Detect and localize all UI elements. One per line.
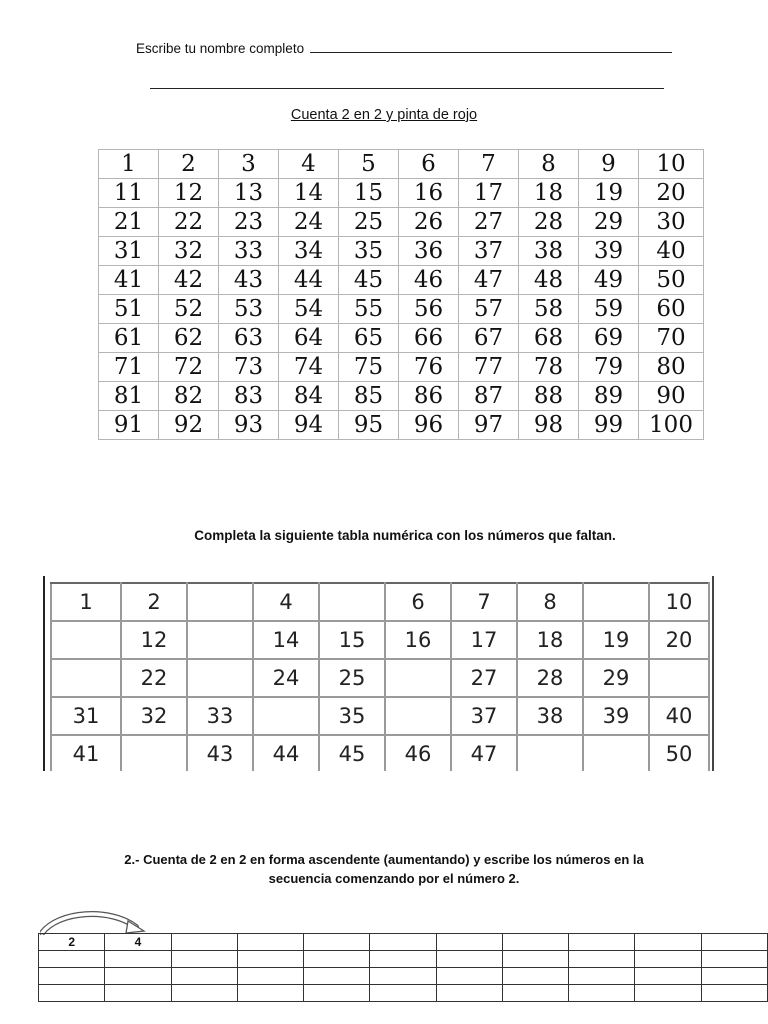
number-cell: 56 bbox=[399, 295, 459, 324]
number-cell: 74 bbox=[279, 353, 339, 382]
number-cell: 21 bbox=[99, 208, 159, 237]
sequence-instruction bbox=[0, 850, 768, 888]
sequence-cell[interactable] bbox=[237, 985, 303, 1002]
number-cell: 22 bbox=[159, 208, 219, 237]
number-cell: 68 bbox=[519, 324, 579, 353]
missing-cell: 15 bbox=[319, 621, 385, 659]
number-cell: 88 bbox=[519, 382, 579, 411]
number-cell: 2 bbox=[159, 150, 219, 179]
number-cell: 96 bbox=[399, 411, 459, 440]
number-cell: 79 bbox=[579, 353, 639, 382]
number-cell: 20 bbox=[639, 179, 704, 208]
hundred-row bbox=[99, 266, 704, 295]
sequence-cell[interactable] bbox=[370, 985, 436, 1002]
number-cell: 10 bbox=[639, 150, 704, 179]
missing-cell: 45 bbox=[319, 735, 385, 771]
number-cell: 52 bbox=[159, 295, 219, 324]
missing-cell[interactable] bbox=[51, 621, 121, 659]
number-cell: 15 bbox=[339, 179, 399, 208]
number-cell: 33 bbox=[219, 237, 279, 266]
number-cell: 31 bbox=[99, 237, 159, 266]
hundred-row bbox=[99, 353, 704, 382]
missing-cell[interactable] bbox=[649, 659, 709, 697]
number-cell: 99 bbox=[579, 411, 639, 440]
sequence-cell[interactable] bbox=[436, 934, 502, 951]
number-cell: 61 bbox=[99, 324, 159, 353]
sequence-cell[interactable] bbox=[171, 934, 237, 951]
number-cell: 91 bbox=[99, 411, 159, 440]
number-cell: 97 bbox=[459, 411, 519, 440]
number-cell: 12 bbox=[159, 179, 219, 208]
number-cell: 67 bbox=[459, 324, 519, 353]
missing-cell: 31 bbox=[51, 697, 121, 735]
number-cell: 6 bbox=[399, 150, 459, 179]
sequence-cell[interactable] bbox=[436, 951, 502, 968]
hundred-row bbox=[99, 295, 704, 324]
number-cell: 60 bbox=[639, 295, 704, 324]
number-cell: 28 bbox=[519, 208, 579, 237]
number-cell: 30 bbox=[639, 208, 704, 237]
number-cell: 11 bbox=[99, 179, 159, 208]
missing-cell: 32 bbox=[121, 697, 187, 735]
number-cell: 42 bbox=[159, 266, 219, 295]
sequence-cell[interactable] bbox=[370, 951, 436, 968]
sequence-cell[interactable] bbox=[105, 968, 171, 985]
missing-cell: 37 bbox=[451, 697, 517, 735]
number-cell: 98 bbox=[519, 411, 579, 440]
number-cell: 17 bbox=[459, 179, 519, 208]
number-cell: 95 bbox=[339, 411, 399, 440]
sequence-cell[interactable] bbox=[370, 968, 436, 985]
number-cell: 25 bbox=[339, 208, 399, 237]
number-cell: 64 bbox=[279, 324, 339, 353]
image-right-edge bbox=[712, 576, 714, 771]
sequence-cell[interactable] bbox=[436, 985, 502, 1002]
number-cell: 65 bbox=[339, 324, 399, 353]
sequence-cell[interactable] bbox=[171, 968, 237, 985]
missing-row bbox=[51, 735, 709, 771]
number-cell: 24 bbox=[279, 208, 339, 237]
number-cell: 45 bbox=[339, 266, 399, 295]
missing-cell: 28 bbox=[517, 659, 583, 697]
number-cell: 43 bbox=[219, 266, 279, 295]
sequence-cell[interactable] bbox=[304, 985, 370, 1002]
sequence-cell: 2 bbox=[39, 934, 105, 951]
sequence-cell[interactable] bbox=[701, 951, 767, 968]
number-cell: 90 bbox=[639, 382, 704, 411]
sequence-cell[interactable] bbox=[39, 968, 105, 985]
missing-cell: 25 bbox=[319, 659, 385, 697]
sequence-cell[interactable] bbox=[635, 968, 701, 985]
sequence-cell[interactable] bbox=[701, 985, 767, 1002]
hundred-row bbox=[99, 411, 704, 440]
missing-cell: 43 bbox=[187, 735, 253, 771]
number-cell: 94 bbox=[279, 411, 339, 440]
hundred-row bbox=[99, 208, 704, 237]
sequence-cell[interactable] bbox=[304, 968, 370, 985]
hundred-chart bbox=[98, 149, 704, 440]
number-cell: 32 bbox=[159, 237, 219, 266]
number-cell: 34 bbox=[279, 237, 339, 266]
number-cell: 18 bbox=[519, 179, 579, 208]
missing-cell: 50 bbox=[649, 735, 709, 771]
missing-cell: 29 bbox=[583, 659, 649, 697]
name-input-line[interactable] bbox=[310, 41, 672, 53]
number-cell: 73 bbox=[219, 353, 279, 382]
missing-cell[interactable] bbox=[385, 697, 451, 735]
number-cell: 75 bbox=[339, 353, 399, 382]
missing-cell[interactable] bbox=[319, 583, 385, 621]
number-cell: 48 bbox=[519, 266, 579, 295]
curved-arrow-icon bbox=[40, 905, 150, 935]
number-cell: 1 bbox=[99, 150, 159, 179]
sequence-row bbox=[39, 985, 768, 1002]
number-cell: 92 bbox=[159, 411, 219, 440]
sequence-cell[interactable] bbox=[701, 934, 767, 951]
missing-cell: 12 bbox=[121, 621, 187, 659]
number-cell: 47 bbox=[459, 266, 519, 295]
missing-cell[interactable] bbox=[583, 735, 649, 771]
missing-cell[interactable] bbox=[187, 621, 253, 659]
missing-cell[interactable] bbox=[253, 697, 319, 735]
sequence-cell[interactable] bbox=[635, 985, 701, 1002]
missing-cell: 40 bbox=[649, 697, 709, 735]
sequence-cell[interactable] bbox=[304, 934, 370, 951]
sequence-cell[interactable] bbox=[171, 951, 237, 968]
sequence-cell[interactable] bbox=[105, 985, 171, 1002]
number-cell: 93 bbox=[219, 411, 279, 440]
missing-cell: 24 bbox=[253, 659, 319, 697]
number-cell: 54 bbox=[279, 295, 339, 324]
section-title-count bbox=[0, 107, 768, 123]
missing-cell[interactable] bbox=[51, 659, 121, 697]
sequence-cell[interactable] bbox=[39, 985, 105, 1002]
number-cell: 38 bbox=[519, 237, 579, 266]
missing-cell: 33 bbox=[187, 697, 253, 735]
number-cell: 39 bbox=[579, 237, 639, 266]
number-cell: 29 bbox=[579, 208, 639, 237]
number-cell: 78 bbox=[519, 353, 579, 382]
number-cell: 44 bbox=[279, 266, 339, 295]
name-input-line-2[interactable] bbox=[150, 88, 664, 89]
number-cell: 23 bbox=[219, 208, 279, 237]
sequence-cell[interactable] bbox=[304, 951, 370, 968]
number-cell: 76 bbox=[399, 353, 459, 382]
number-cell: 8 bbox=[519, 150, 579, 179]
sequence-cell[interactable] bbox=[370, 934, 436, 951]
sequence-cell[interactable] bbox=[502, 968, 568, 985]
number-cell: 41 bbox=[99, 266, 159, 295]
missing-cell: 44 bbox=[253, 735, 319, 771]
missing-cell: 22 bbox=[121, 659, 187, 697]
name-prompt bbox=[136, 41, 672, 56]
missing-cell[interactable] bbox=[385, 659, 451, 697]
number-cell: 72 bbox=[159, 353, 219, 382]
number-cell: 77 bbox=[459, 353, 519, 382]
sequence-row bbox=[39, 968, 768, 985]
missing-cell: 18 bbox=[517, 621, 583, 659]
sequence-cell[interactable] bbox=[569, 985, 635, 1002]
sequence-row bbox=[39, 951, 768, 968]
missing-cell: 35 bbox=[319, 697, 385, 735]
sequence-cell[interactable] bbox=[436, 968, 502, 985]
missing-cell[interactable] bbox=[121, 735, 187, 771]
number-cell: 100 bbox=[639, 411, 704, 440]
number-cell: 70 bbox=[639, 324, 704, 353]
number-cell: 81 bbox=[99, 382, 159, 411]
sequence-cell[interactable] bbox=[635, 951, 701, 968]
number-cell: 5 bbox=[339, 150, 399, 179]
sequence-cell[interactable] bbox=[701, 968, 767, 985]
number-cell: 86 bbox=[399, 382, 459, 411]
sequence-row bbox=[39, 934, 768, 951]
instruction-line-1: 2.- Cuenta de 2 en 2 en forma ascendente (aumentando) y escribe los números en la bbox=[124, 852, 644, 867]
missing-cell[interactable] bbox=[187, 659, 253, 697]
number-cell: 9 bbox=[579, 150, 639, 179]
number-cell: 58 bbox=[519, 295, 579, 324]
number-cell: 50 bbox=[639, 266, 704, 295]
number-cell: 82 bbox=[159, 382, 219, 411]
missing-cell: 16 bbox=[385, 621, 451, 659]
sequence-cell[interactable] bbox=[569, 968, 635, 985]
number-cell: 84 bbox=[279, 382, 339, 411]
sequence-cell[interactable] bbox=[635, 934, 701, 951]
missing-cell: 4 bbox=[253, 583, 319, 621]
missing-cell: 41 bbox=[51, 735, 121, 771]
missing-cell: 8 bbox=[517, 583, 583, 621]
missing-cell[interactable] bbox=[517, 735, 583, 771]
number-cell: 3 bbox=[219, 150, 279, 179]
number-cell: 85 bbox=[339, 382, 399, 411]
number-cell: 14 bbox=[279, 179, 339, 208]
missing-cell: 10 bbox=[649, 583, 709, 621]
missing-cell: 46 bbox=[385, 735, 451, 771]
number-cell: 51 bbox=[99, 295, 159, 324]
missing-cell: 20 bbox=[649, 621, 709, 659]
sequence-cell[interactable] bbox=[237, 951, 303, 968]
sequence-cell[interactable] bbox=[502, 985, 568, 1002]
number-cell: 83 bbox=[219, 382, 279, 411]
instruction-line-2: secuencia comenzando por el número 2. bbox=[268, 871, 520, 886]
sequence-cell[interactable] bbox=[502, 951, 568, 968]
missing-cell: 1 bbox=[51, 583, 121, 621]
number-cell: 19 bbox=[579, 179, 639, 208]
number-cell: 4 bbox=[279, 150, 339, 179]
sequence-table bbox=[38, 933, 768, 1002]
sequence-cell: 4 bbox=[105, 934, 171, 951]
missing-cell: 19 bbox=[583, 621, 649, 659]
missing-row bbox=[51, 659, 709, 697]
hundred-row bbox=[99, 382, 704, 411]
missing-cell: 39 bbox=[583, 697, 649, 735]
missing-cell[interactable] bbox=[583, 583, 649, 621]
number-cell: 16 bbox=[399, 179, 459, 208]
missing-cell: 6 bbox=[385, 583, 451, 621]
hundred-row bbox=[99, 179, 704, 208]
missing-cell: 2 bbox=[121, 583, 187, 621]
number-cell: 27 bbox=[459, 208, 519, 237]
missing-section-title: Completa la siguiente tabla numérica con los números que faltan. bbox=[194, 528, 616, 543]
number-cell: 87 bbox=[459, 382, 519, 411]
title-count-by-two: Cuenta 2 en 2 y pinta de rojo bbox=[290, 107, 478, 123]
number-cell: 46 bbox=[399, 266, 459, 295]
number-cell: 36 bbox=[399, 237, 459, 266]
number-cell: 71 bbox=[99, 353, 159, 382]
missing-cell: 38 bbox=[517, 697, 583, 735]
number-cell: 89 bbox=[579, 382, 639, 411]
number-cell: 53 bbox=[219, 295, 279, 324]
number-cell: 66 bbox=[399, 324, 459, 353]
sequence-cell[interactable] bbox=[105, 951, 171, 968]
hundred-row bbox=[99, 237, 704, 266]
number-cell: 35 bbox=[339, 237, 399, 266]
missing-cell: 14 bbox=[253, 621, 319, 659]
number-cell: 59 bbox=[579, 295, 639, 324]
number-cell: 80 bbox=[639, 353, 704, 382]
hundred-row bbox=[99, 324, 704, 353]
missing-numbers-table bbox=[50, 582, 710, 771]
sequence-cell[interactable] bbox=[569, 951, 635, 968]
sequence-cell[interactable] bbox=[502, 934, 568, 951]
number-cell: 63 bbox=[219, 324, 279, 353]
number-cell: 40 bbox=[639, 237, 704, 266]
image-left-edge bbox=[43, 576, 45, 771]
number-cell: 7 bbox=[459, 150, 519, 179]
missing-row bbox=[51, 697, 709, 735]
missing-numbers-image bbox=[43, 576, 714, 771]
sequence-cell[interactable] bbox=[237, 968, 303, 985]
number-cell: 13 bbox=[219, 179, 279, 208]
hundred-row bbox=[99, 150, 704, 179]
sequence-cell[interactable] bbox=[39, 951, 105, 968]
missing-row bbox=[51, 583, 709, 621]
name-label: Escribe tu nombre completo bbox=[136, 41, 305, 56]
missing-row bbox=[51, 621, 709, 659]
missing-cell: 7 bbox=[451, 583, 517, 621]
missing-cell[interactable] bbox=[187, 583, 253, 621]
number-cell: 62 bbox=[159, 324, 219, 353]
number-cell: 37 bbox=[459, 237, 519, 266]
number-cell: 49 bbox=[579, 266, 639, 295]
number-cell: 55 bbox=[339, 295, 399, 324]
number-cell: 57 bbox=[459, 295, 519, 324]
sequence-cell[interactable] bbox=[237, 934, 303, 951]
missing-cell: 47 bbox=[451, 735, 517, 771]
missing-cell: 27 bbox=[451, 659, 517, 697]
sequence-cell[interactable] bbox=[569, 934, 635, 951]
sequence-cell[interactable] bbox=[171, 985, 237, 1002]
number-cell: 69 bbox=[579, 324, 639, 353]
number-cell: 26 bbox=[399, 208, 459, 237]
missing-cell: 17 bbox=[451, 621, 517, 659]
